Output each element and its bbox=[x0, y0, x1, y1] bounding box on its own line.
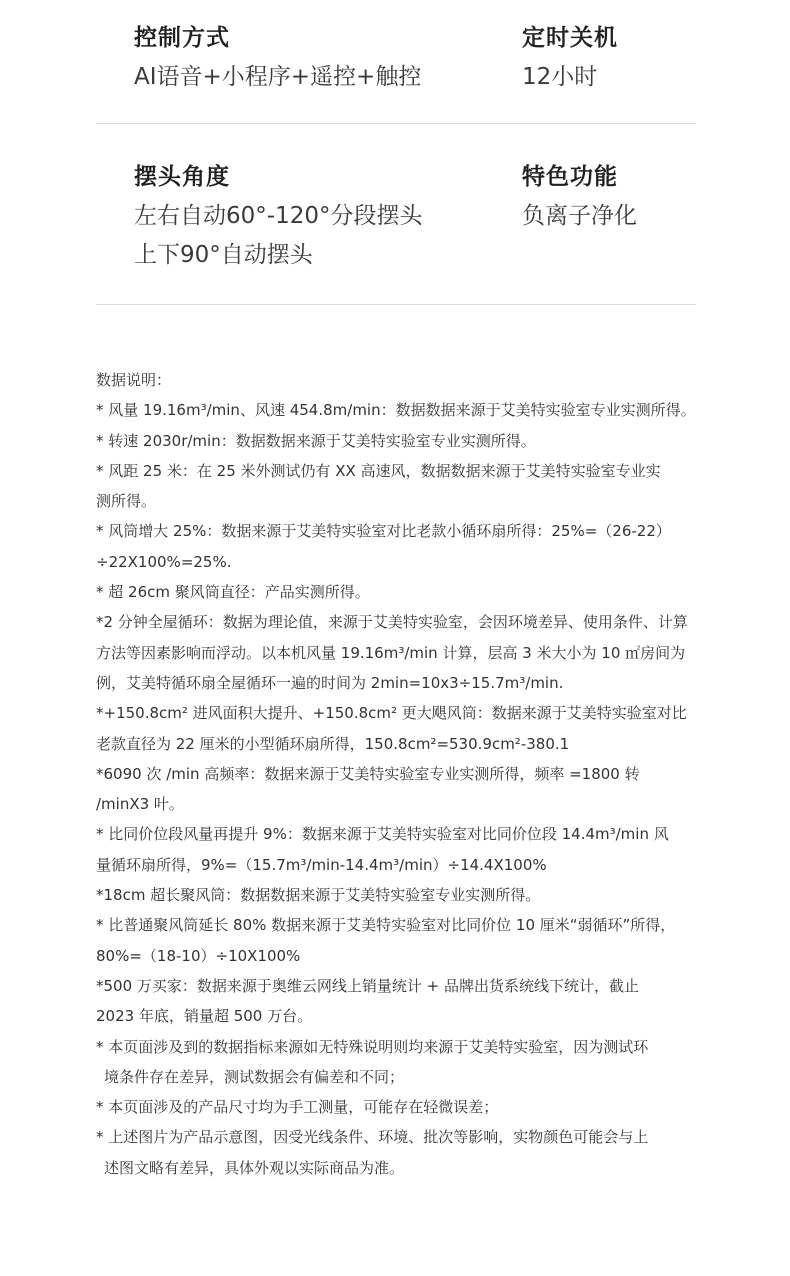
spec-label: 定时关机 bbox=[522, 25, 618, 51]
spec-value: 左右自动60°-120°分段摆头 bbox=[134, 203, 423, 229]
spec-value: 上下90°自动摆头 bbox=[134, 242, 313, 268]
note-line: *500 万买家：数据来源于奥维云网线上销量统计 + 品牌出货系统线下统计，截止 bbox=[96, 976, 640, 995]
note-line: * 比普通聚风筒延长 80% 数据来源于艾美特实验室对比同价位 10 厘米“弱循环”所得， bbox=[96, 916, 676, 935]
spec-row bbox=[96, 124, 696, 305]
spec-feature bbox=[522, 161, 637, 236]
note-line: * 风距 25 米：在 25 米外测试仍有 XX 高速风，数据数据来源于艾美特实验室专业实 bbox=[96, 461, 661, 480]
note-line: 测所得。 bbox=[96, 492, 157, 511]
data-notes bbox=[96, 365, 696, 1183]
note-line: 方法等因素影响而浮动。以本机风量 19.16m³/min 计算，层高 3 米大小为 10 ㎡房间为 bbox=[96, 643, 686, 662]
note-line: * 转速 2030r/min：数据数据来源于艾美特实验室专业实测所得。 bbox=[96, 431, 536, 450]
note-line: * 比同价位段风量再提升 9%：数据来源于艾美特实验室对比同价位段 14.4m³/min 风 bbox=[96, 825, 669, 844]
spec-timer-off bbox=[522, 22, 618, 97]
note-line: *18cm 超长聚风筒：数据数据来源于艾美特实验室专业实测所得。 bbox=[96, 886, 541, 905]
note-line: 述图文略有差异，具体外观以实际商品为准。 bbox=[104, 1158, 405, 1177]
spec-control-mode bbox=[134, 22, 421, 97]
note-line: * 本页面涉及的产品尺寸均为手工测量，可能存在轻微误差； bbox=[96, 1098, 499, 1117]
notes-title: 数据说明： bbox=[96, 371, 172, 389]
spec-row bbox=[96, 0, 696, 124]
spec-value: 12小时 bbox=[522, 64, 598, 90]
note-line: 境条件存在差异，测试数据会有偏差和不同； bbox=[104, 1067, 405, 1086]
note-line: *2 分钟全屋循环：数据为理论值，来源于艾美特实验室，会因环境差异、使用条件、计算 bbox=[96, 613, 688, 632]
note-line: *6090 次 /min 高频率：数据来源于艾美特实验室专业实测所得，频率 =1800 转 bbox=[96, 764, 640, 783]
spec-value: AI语音+小程序+遥控+触控 bbox=[134, 64, 422, 90]
spec-label: 特色功能 bbox=[522, 164, 618, 190]
note-line: 量循环扇所得，9%=（15.7m³/min-14.4m³/min）÷14.4X100% bbox=[96, 855, 547, 874]
note-line: 例，艾美特循环扇全屋循环一遍的时间为 2min=10x3÷15.7m³/min. bbox=[96, 673, 564, 692]
spec-label: 控制方式 bbox=[134, 25, 230, 51]
note-line: * 风量 19.16m³/min、风速 454.8m/min：数据数据来源于艾美特实验室专业实测所得。 bbox=[96, 401, 696, 420]
note-line: * 本页面涉及到的数据指标来源如无特殊说明则均来源于艾美特实验室，因为测试环 bbox=[96, 1037, 649, 1056]
note-line: 老款直径为 22 厘米的小型循环扇所得，150.8cm²=530.9cm²-380.1 bbox=[96, 734, 570, 753]
note-line: * 风筒增大 25%：数据来源于艾美特实验室对比老款小循环扇所得：25%=（26-22） bbox=[96, 522, 671, 541]
note-line: * 超 26cm 聚风筒直径：产品实测所得。 bbox=[96, 583, 370, 602]
divider bbox=[96, 304, 696, 305]
spec-value: 负离子净化 bbox=[522, 203, 637, 229]
note-line: *+150.8cm² 进风面积大提升、+150.8cm² 更大飓风筒：数据来源于艾美特实验室对比 bbox=[96, 704, 687, 723]
spec-oscillation-angle bbox=[134, 161, 422, 275]
note-line: * 上述图片为产品示意图，因受光线条件、环境、批次等影响，实物颜色可能会与上 bbox=[96, 1128, 649, 1147]
spec-label: 摆头角度 bbox=[134, 164, 230, 190]
note-line: ÷22X100%=25%. bbox=[96, 552, 232, 571]
note-line: /minX3 叶。 bbox=[96, 795, 184, 814]
spec-table bbox=[96, 0, 696, 305]
note-line: 2023 年底，销量超 500 万台。 bbox=[96, 1007, 313, 1026]
note-line: 80%=（18-10）÷10X100% bbox=[96, 946, 301, 965]
